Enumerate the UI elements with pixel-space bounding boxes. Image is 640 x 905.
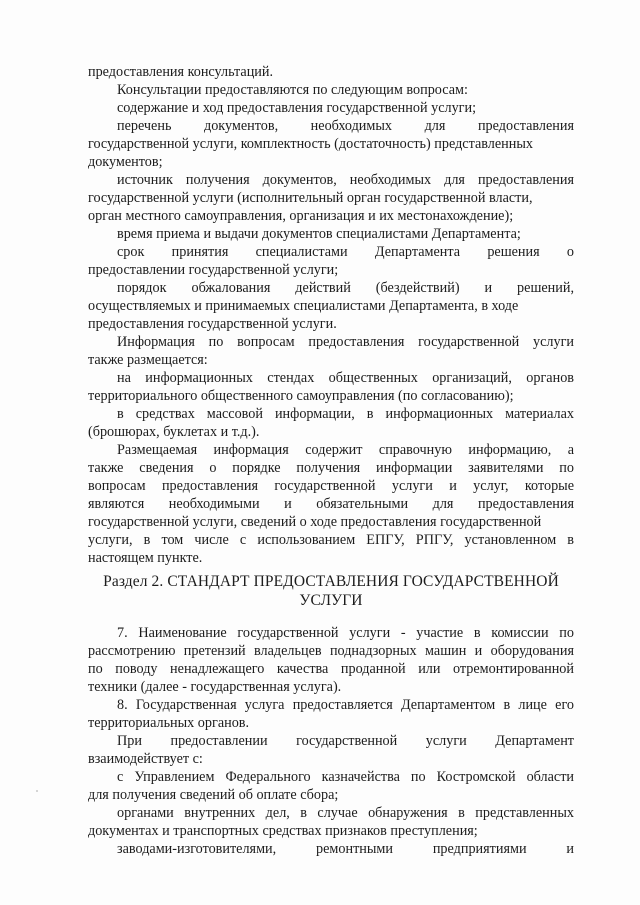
text-line: осуществляемых и принимаемых специалистами Департамента, в ходе [88,298,519,314]
text-line: вопросам предоставления государственной услуги и услуг, которые [88,478,574,494]
text-line: заводами-изготовителями, ремонтными предприятиями и [117,841,574,857]
text-line: (брошюрах, буклетах и т.д.). [88,424,260,440]
text-line: в средствах массовой информации, в информационных материалах [117,406,574,422]
text-line: настоящем пункте. [88,550,203,566]
text-line: по поводу ненадлежащего качества проданной или отремонтированной [88,661,574,677]
text-line: 8. Государственная услуга предоставляется Департаментом в лице его [117,697,574,713]
text-line: предоставления консультаций. [88,64,274,80]
text-line: на информационных стендах общественных организаций, органов [117,370,574,386]
text-line: При предоставлении государственной услуги Департамент [117,733,574,749]
text-line: с Управлением Федерального казначейства по Костромской области [117,769,574,785]
text-line: взаимодействует с: [88,751,203,767]
text-line: государственной услуги, сведений о ходе предоставления государственной [88,514,542,530]
text-line: Консультации предоставляются по следующим вопросам: [117,82,468,98]
text-line: территориальных органов. [88,715,250,731]
text-line: порядок обжалования действий (бездействий) и решений, [117,280,574,296]
text-line: территориального общественного самоуправления (по согласованию); [88,388,514,404]
text-line: также сведения о порядке получения информации заявителями по [88,460,574,476]
text-line: являются необходимыми и обязательными для предоставления [88,496,574,512]
text-line: документов; [88,154,163,170]
text-line: перечень документов, необходимых для предоставления [117,118,574,134]
text-line: источник получения документов, необходимых для предоставления [117,172,574,188]
text-line: 7. Наименование государственной услуги - участие в комиссии по [117,625,574,641]
text-line: органами внутренних дел, в случае обнаружения в представленных [117,805,574,821]
text-line: предоставления государственной услуги. [88,316,337,332]
text-line: документах и транспортных средствах признаков преступления; [88,823,478,839]
section-heading: Раздел 2. СТАНДАРТ ПРЕДОСТАВЛЕНИЯ ГОСУДАРСТВЕННОЙ [103,573,559,590]
text-line: предоставлении государственной услуги; [88,262,339,278]
text-line: Размещаемая информация содержит справочную информацию, а [117,442,574,458]
text-line: также размещается: [88,352,208,368]
text-line: Информация по вопросам предоставления государственной услуги [117,334,574,350]
text-line: техники (далее - государственная услуга). [88,679,342,695]
text-line: орган местного самоуправления, организация и их местонахождение); [88,208,514,224]
text-line: время приема и выдачи документов специалистами Департамента; [117,226,521,242]
text-line: рассмотрению претензий владельцев поднадзорных машин и оборудования [88,643,574,659]
text-line: содержание и ход предоставления государственной услуги; [117,100,477,116]
text-line: для получения сведений об оплате сбора; [88,787,339,803]
scan-speck [36,790,38,792]
text-line: услуги, в том числе с использованием ЕПГУ, РПГУ, установленном в [88,532,574,548]
text-line: срок принятия специалистами Департамента решения о [117,244,574,260]
section-heading: УСЛУГИ [299,592,363,609]
text-line: государственной услуги, комплектность (достаточность) представленных [88,136,533,152]
text-line: государственной услуги (исполнительный орган государственной власти, [88,190,533,206]
